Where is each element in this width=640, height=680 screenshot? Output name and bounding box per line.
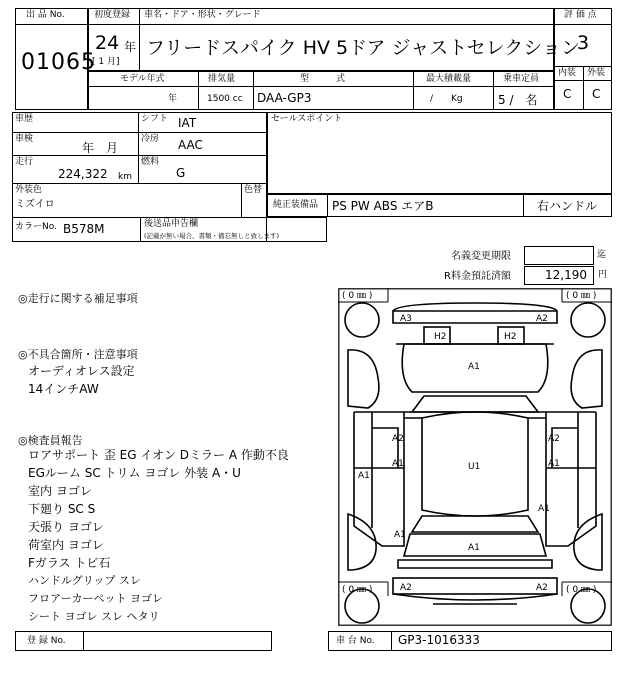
vehicle-name: フリードスパイク HV 5ドア ジャストセレクション (146, 37, 580, 59)
ac-value: AAC (178, 138, 203, 152)
mark-roof: U1 (468, 462, 481, 472)
interior-grade: C (563, 87, 572, 101)
color-no: B578M (63, 222, 105, 236)
model-year-label: モデル年式 (120, 74, 165, 84)
inspector-line: 天張り ヨゴレ (28, 520, 104, 534)
driving-heading: ◎走行に関する補足事項 (18, 292, 138, 305)
aftermarket-note: (記載が無い場合、書類・備忘無しと致します) (144, 232, 280, 240)
steering-side: 右ハンドル (537, 199, 598, 213)
mark-front-bumper-left: A3 (400, 314, 412, 324)
damage-diagram (338, 288, 612, 626)
chassis-number: GP3-1016333 (398, 633, 480, 647)
inspector-line: 下廻り SC S (28, 502, 96, 516)
registration-year-label: 初度登録 (94, 10, 131, 20)
history-label: 車歴 (15, 114, 34, 124)
max-load: / Kg (430, 94, 463, 104)
defects-heading: ◎不具合箇所・注意事項 (18, 348, 138, 361)
shift-label: シフト (141, 114, 169, 124)
defect-line: オーディオレス設定 (28, 364, 135, 378)
registration-number-label: 登 録 No. (27, 636, 66, 646)
shift-value: IAT (178, 116, 197, 130)
inspector-line: 荷室内 ヨゴレ (28, 538, 104, 552)
inspector-line: ロアサポート 歪 EG イオン Dミラー A 作動不良 (28, 448, 289, 462)
name-change-label: 名義変更期限 (451, 251, 511, 262)
vehicle-name-label: 車名・ドア・形状・グレード (144, 10, 261, 20)
recycle-amount: 12,190 (545, 268, 587, 282)
sales-point-label: セールスポイント (271, 114, 343, 124)
tire-depth-rear-right: ( 0 ㎜ ) (566, 585, 597, 595)
registration-year: 24 (95, 32, 120, 54)
aftermarket-label: 後送品申告欄 (144, 219, 199, 229)
max-load-label: 最大積載量 (426, 74, 472, 84)
model-type-label: 型 式 (300, 74, 346, 84)
exterior-grade-label: 外装 (587, 68, 606, 78)
model-type: DAA-GP3 (257, 91, 312, 105)
defect-line: 14インチAW (28, 382, 99, 396)
factory-options: PS PW ABS エアB (332, 199, 434, 213)
color-no-label: カラーNo. (15, 222, 57, 232)
tire-depth-front-left: ( 0 ㎜ ) (342, 291, 373, 301)
inspector-line: シート ヨゴレ スレ ヘタリ (28, 610, 160, 623)
mark-left-rear: A1 (394, 530, 406, 540)
chassis-number-label: 車 台 No. (336, 636, 375, 646)
fuel-label: 燃料 (141, 157, 160, 167)
lot-number-label: 出 品 No. (26, 10, 65, 20)
exterior-color: ミズイロ (15, 199, 55, 210)
inspector-line: フロアーカーペット ヨゴレ (28, 592, 163, 605)
mileage-label: 走行 (15, 157, 34, 167)
factory-options-label: 純正装備品 (273, 200, 319, 210)
fuel-value: G (176, 166, 186, 180)
name-change-box (524, 246, 594, 265)
mark-trunk: A1 (468, 543, 480, 553)
mark-left-front-door: A2 (392, 434, 404, 444)
registration-month: [ 1 月] (92, 57, 120, 67)
capacity-label: 乗車定員 (503, 74, 540, 84)
exterior-color-label: 外装色 (15, 185, 43, 195)
mark-rear-bumper-left: A2 (400, 583, 412, 593)
lot-number: 01065 (21, 50, 96, 75)
inspector-line: ハンドルグリップ スレ (28, 574, 141, 587)
tire-depth-front-right: ( 0 ㎜ ) (566, 291, 597, 301)
capacity: 5 / 名 (498, 93, 538, 107)
mark-right-rear-quarter: A1 (538, 504, 550, 514)
recycle-unit: 円 (598, 270, 608, 280)
inspector-line: Fガラス トビ石 (28, 556, 111, 570)
name-change-suffix: 迄 (597, 250, 607, 260)
year-unit: 年 (124, 40, 137, 54)
mark-front-bumper-right: A2 (536, 314, 548, 324)
mark-right-front-door-lower: A1 (548, 459, 560, 469)
inspection-label: 車検 (15, 134, 34, 144)
recycle-label: R料金預託済額 (444, 271, 511, 282)
color-change-label: 色替 (244, 185, 263, 195)
mileage-unit: km (118, 172, 132, 182)
inspector-heading: ◎検査員報告 (18, 434, 83, 447)
displacement-label: 排気量 (208, 74, 236, 84)
exterior-grade: C (592, 87, 601, 101)
inspection-value: 年 月 (82, 141, 119, 155)
ac-label: 冷房 (141, 134, 160, 144)
mark-headlight-right: H2 (504, 332, 517, 342)
score-value: 3 (577, 32, 590, 54)
mark-left-front-door-lower: A1 (392, 459, 404, 469)
interior-grade-label: 内装 (558, 68, 577, 78)
mark-right-front-door: A2 (548, 434, 560, 444)
mark-rear-bumper-right: A2 (536, 583, 548, 593)
model-year-unit: 年 (168, 94, 178, 104)
mark-hood: A1 (468, 362, 480, 372)
inspector-line: EGルーム SC トリム ヨゴレ 外装 A・U (28, 466, 241, 480)
displacement: 1500 cc (207, 94, 243, 104)
mark-headlight-left: H2 (434, 332, 447, 342)
mark-left-fender: A1 (358, 471, 370, 481)
inspector-line: 室内 ヨゴレ (28, 484, 92, 498)
mileage-value: 224,322 (58, 167, 108, 181)
tire-depth-rear-left: ( 0 ㎜ ) (342, 585, 373, 595)
score-label: 評 価 点 (564, 10, 597, 20)
